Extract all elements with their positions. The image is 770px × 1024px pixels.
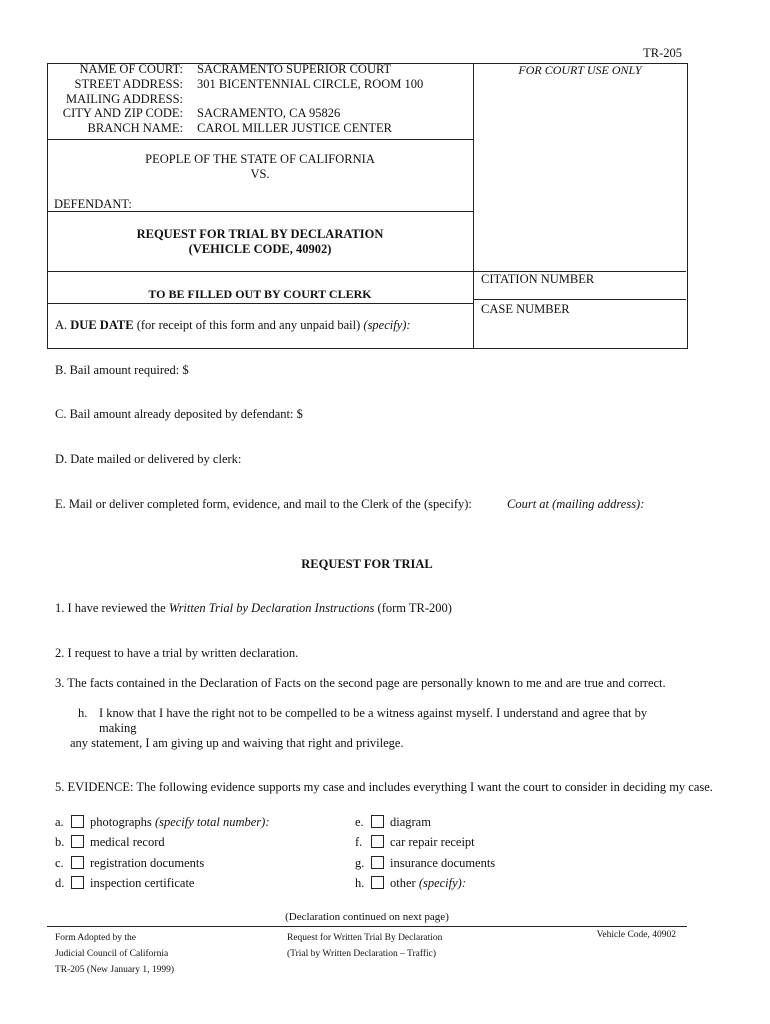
- due-date-label: DUE DATE: [70, 318, 134, 332]
- street-address-label: STREET ADDRESS:: [74, 76, 183, 91]
- evidence-registration-checkbox[interactable]: [71, 856, 84, 869]
- bail-required: B. Bail amount required: $: [55, 363, 189, 377]
- case-number-label: CASE NUMBER: [481, 302, 570, 316]
- evidence-item-g: g. insurance documents: [355, 855, 496, 870]
- request-heading: REQUEST FOR TRIAL: [301, 557, 433, 571]
- evidence-insurance-checkbox[interactable]: [371, 856, 384, 869]
- city-zip-value: SACRAMENTO, CA 95826: [197, 106, 341, 121]
- continued-note: (Declaration continued on next page): [285, 911, 449, 923]
- evidence-item-d: d. inspection certificate: [55, 875, 195, 890]
- city-zip-label: CITY AND ZIP CODE:: [62, 106, 183, 121]
- form-id: TR-205: [643, 46, 682, 60]
- evidence-medical-record-checkbox[interactable]: [71, 835, 84, 848]
- evidence-inspection-checkbox[interactable]: [71, 876, 84, 889]
- evidence-item-c: c. registration documents: [55, 855, 205, 870]
- evidence-item-f: f. car repair receipt: [355, 835, 475, 850]
- statement-2: 2. I request to have a trial by written declaration.: [55, 646, 299, 660]
- statement-4-line2: making: [99, 721, 137, 735]
- statement-4-letter: h.: [78, 706, 88, 720]
- evidence-item-b: b. medical record: [55, 835, 165, 850]
- footer-divider: [47, 926, 687, 927]
- due-date-line: A. DUE DATE (for receipt of this form and any unpaid bail) (specify):: [55, 318, 411, 332]
- statement-1: 1. I have reviewed the Written Trial by Declaration Instructions (form TR-200): [55, 601, 452, 615]
- versus: VS.: [250, 167, 270, 181]
- footer-left: Form Adopted by the Judicial Council of California TR-205 (New January 1, 1999): [55, 933, 174, 975]
- evidence-diagram-checkbox[interactable]: [371, 815, 384, 828]
- statement-4-line1: I know that I have the right not to be compelled to be a witness against myself. I understand and agree that by: [99, 706, 648, 720]
- mail-to-clerk: E. Mail or deliver completed form, evidence, and mail to the Clerk of the (specify):: [55, 497, 472, 511]
- court-name-value: SACRAMENTO SUPERIOR COURT: [197, 62, 392, 76]
- evidence-right-column: [355, 812, 495, 893]
- evidence-item-e: e. diagram: [355, 815, 431, 829]
- evidence-item-h: h. other (specify):: [355, 875, 467, 890]
- defendant-label: DEFENDANT:: [54, 197, 132, 211]
- branch-name-value: CAROL MILLER JUSTICE CENTER: [197, 121, 393, 136]
- footer-right: Vehicle Code, 40902: [596, 930, 676, 940]
- evidence-left-column: [55, 812, 270, 893]
- court-use-only: FOR COURT USE ONLY: [518, 63, 642, 77]
- citation-number-label: CITATION NUMBER: [481, 272, 595, 286]
- court-mailing-address: Court at (mailing address):: [507, 497, 645, 511]
- form-subtitle: (VEHICLE CODE, 40902): [188, 242, 332, 256]
- date-mailed: D. Date mailed or delivered by clerk:: [55, 452, 242, 466]
- evidence-photographs-checkbox[interactable]: [71, 815, 84, 828]
- court-values: [197, 62, 472, 136]
- evidence-item-a: a. photographs (specify total number):: [55, 815, 270, 829]
- court-name-label: NAME OF COURT:: [79, 62, 183, 76]
- bail-deposited: C. Bail amount already deposited by defendant: $: [55, 407, 303, 421]
- form-title: REQUEST FOR TRIAL BY DECLARATION: [136, 227, 384, 241]
- evidence-other-checkbox[interactable]: [371, 876, 384, 889]
- mailing-address-label: MAILING ADDRESS:: [65, 91, 183, 106]
- statement-3: 3. The facts contained in the Declaration of Facts on the second page are personally known to me and are true and correct.: [55, 676, 666, 690]
- street-address-value: 301 BICENTENNIAL CIRCLE, ROOM 100: [197, 76, 424, 91]
- court-labels: [48, 62, 183, 136]
- branch-name-label: BRANCH NAME:: [87, 121, 183, 136]
- plaintiff: PEOPLE OF THE STATE OF CALIFORNIA: [145, 152, 375, 166]
- statement-4-line3: any statement, I am giving up and waiving that right and privilege.: [70, 736, 404, 750]
- footer-center: Request for Written Trial By Declaration (Trial by Written Declaration – Traffic): [287, 933, 443, 959]
- statement-5-evidence: 5. EVIDENCE: The following evidence supports my case and includes everything I want the court to consider in deciding my case.: [55, 780, 713, 794]
- evidence-car-repair-checkbox[interactable]: [371, 835, 384, 848]
- mailing-address-value: [197, 92, 472, 107]
- clerk-header: TO BE FILLED OUT BY COURT CLERK: [148, 287, 372, 301]
